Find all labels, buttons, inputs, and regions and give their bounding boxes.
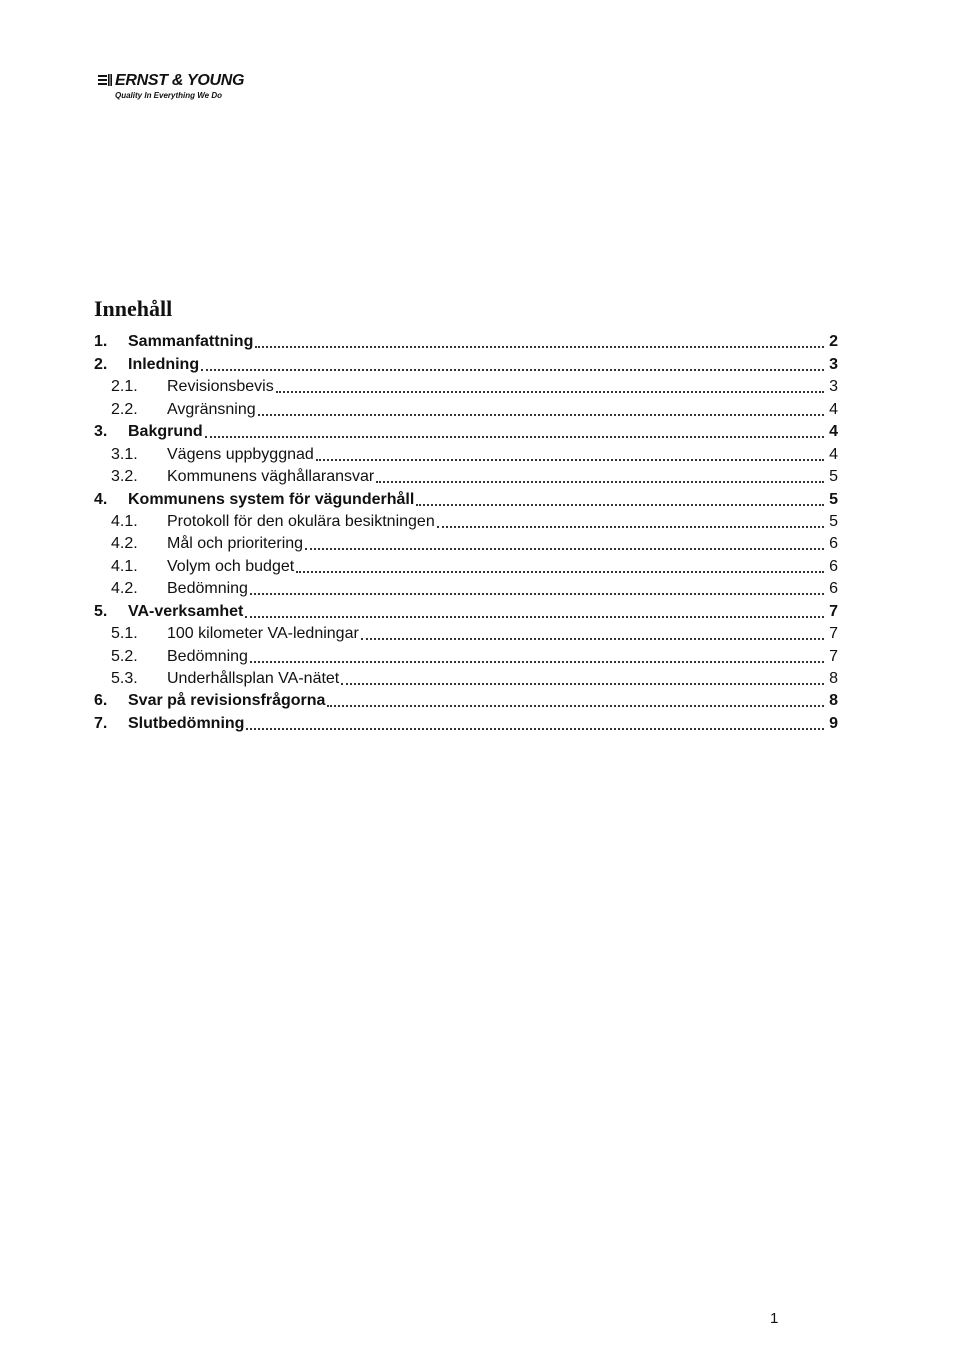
- toc-entry-title: VA-verksamhet: [128, 602, 244, 620]
- toc-entry-page: 8: [829, 692, 838, 710]
- toc-entry-title: Avgränsning: [167, 400, 256, 418]
- toc-entry-title: Vägens uppbyggnad: [167, 445, 314, 463]
- toc-entry-number: 3.2.: [111, 468, 138, 486]
- toc-dot-leader: [437, 526, 824, 528]
- toc-entry-page: 6: [829, 580, 838, 598]
- toc-entry-page: 5: [829, 512, 838, 530]
- toc-entry-number: 4.1.: [111, 512, 138, 530]
- toc-entry-number: 2.2.: [111, 400, 138, 418]
- toc-entry-title: Inledning: [128, 355, 200, 373]
- toc-entry[interactable]: [94, 643, 838, 665]
- toc-entry[interactable]: [94, 710, 838, 732]
- toc-entry-number: 5.1.: [111, 625, 138, 643]
- toc-title: Innehåll: [94, 296, 173, 321]
- toc-entry-number: 3.: [94, 423, 108, 441]
- toc-entry[interactable]: [94, 374, 838, 396]
- toc-entry-title: Svar på revisionsfrågorna: [128, 692, 326, 710]
- toc-entry-number: 5.2.: [111, 647, 138, 665]
- toc-dot-leader: [276, 391, 824, 393]
- toc-entry[interactable]: [94, 531, 838, 553]
- toc-dot-leader: [258, 414, 824, 416]
- toc-entry[interactable]: [94, 351, 838, 373]
- toc-entry-number: 4.: [94, 490, 108, 508]
- toc-dot-leader: [316, 459, 824, 461]
- toc-entry[interactable]: [94, 464, 838, 486]
- toc-entry-number: 6.: [94, 692, 108, 710]
- logo-tagline: Quality In Everything We Do: [115, 91, 222, 100]
- toc-entry-title: Revisionsbevis: [167, 378, 274, 396]
- toc-dot-leader: [255, 346, 824, 348]
- toc-entry[interactable]: [94, 329, 838, 351]
- toc-entry-title: Volym och budget: [167, 557, 295, 575]
- toc-entry-page: 7: [829, 647, 838, 665]
- toc-entry-title: Sammanfattning: [128, 333, 254, 351]
- toc-entry-title: Underhållsplan VA-nätet: [167, 670, 340, 687]
- ey-logo-icon: [98, 74, 112, 86]
- toc-entry[interactable]: [94, 576, 838, 598]
- toc-entry[interactable]: [94, 419, 838, 441]
- toc-entry-page: 6: [829, 535, 838, 553]
- toc-dot-leader: [341, 683, 824, 685]
- toc-entry-page: 3: [829, 355, 838, 373]
- toc-entry-title: 100 kilometer VA-ledningar: [167, 625, 359, 643]
- toc-entry-page: 3: [829, 378, 838, 396]
- toc-entry-page: 2: [829, 333, 838, 351]
- toc-entry-title: Slutbedömning: [128, 714, 245, 732]
- toc-entry-title: Mål och prioritering: [167, 535, 304, 553]
- toc-entry-title: Protokoll för den okulära besiktningen: [167, 512, 435, 530]
- toc-entry-number: 5.: [94, 602, 108, 620]
- toc-entry-page: 8: [829, 670, 838, 687]
- toc-entry-title: Bedömning: [167, 647, 248, 665]
- toc-entry-title: Kommunens system för vägunderhåll: [128, 490, 415, 508]
- logo-name: ERNST & YOUNG: [115, 72, 245, 89]
- toc-dot-leader: [327, 705, 824, 707]
- toc-entry-number: 7.: [94, 714, 108, 732]
- toc-dot-leader: [250, 593, 824, 595]
- company-logo: [98, 72, 318, 102]
- toc-entry[interactable]: [94, 553, 838, 575]
- toc-entry-number: 4.2.: [111, 535, 138, 553]
- toc-dot-leader: [296, 571, 824, 573]
- toc-entry-number: 1.: [94, 333, 108, 351]
- toc-entry[interactable]: [94, 666, 838, 688]
- toc-entry-page: 5: [829, 468, 838, 486]
- toc-dot-leader: [416, 504, 824, 506]
- toc-entry-number: 2.: [94, 355, 108, 373]
- toc-entry[interactable]: [94, 688, 838, 710]
- toc-dot-leader: [376, 481, 824, 483]
- toc-entry-title: Bakgrund: [128, 423, 203, 441]
- toc-entry[interactable]: [94, 509, 838, 531]
- toc-entry[interactable]: [94, 486, 838, 508]
- toc-entry[interactable]: [94, 598, 838, 620]
- toc-dot-leader: [305, 548, 824, 550]
- logo-wordmark: [98, 72, 318, 90]
- toc-entry[interactable]: [94, 621, 838, 643]
- toc-entry-page: 9: [829, 714, 838, 732]
- toc-entry-title: Kommunens väghållaransvar: [167, 468, 375, 486]
- toc-dot-leader: [250, 661, 824, 663]
- toc-entry-page: 5: [829, 490, 838, 508]
- toc-dot-leader: [245, 616, 824, 618]
- page-number: 1: [770, 1310, 779, 1327]
- toc-dot-leader: [246, 728, 824, 730]
- toc-dot-leader: [201, 369, 824, 371]
- toc-dot-leader: [361, 638, 824, 640]
- toc-entry-number: 3.1.: [111, 445, 138, 463]
- table-of-contents: [94, 329, 838, 733]
- toc-entry-page: 4: [829, 423, 838, 441]
- toc-entry-number: 4.1.: [111, 557, 138, 575]
- toc-entry-title: Bedömning: [167, 580, 248, 598]
- toc-entry-number: 5.3.: [111, 670, 138, 687]
- toc-entry-page: 4: [829, 445, 838, 463]
- toc-entry-page: 6: [829, 557, 838, 575]
- toc-entry-page: 7: [829, 602, 838, 620]
- toc-entry[interactable]: [94, 396, 838, 418]
- toc-entry-page: 7: [829, 625, 838, 643]
- toc-entry-number: 2.1.: [111, 378, 138, 396]
- toc-entry-page: 4: [829, 400, 838, 418]
- toc-dot-leader: [205, 436, 824, 438]
- toc-entry[interactable]: [94, 441, 838, 463]
- toc-entry-number: 4.2.: [111, 580, 138, 598]
